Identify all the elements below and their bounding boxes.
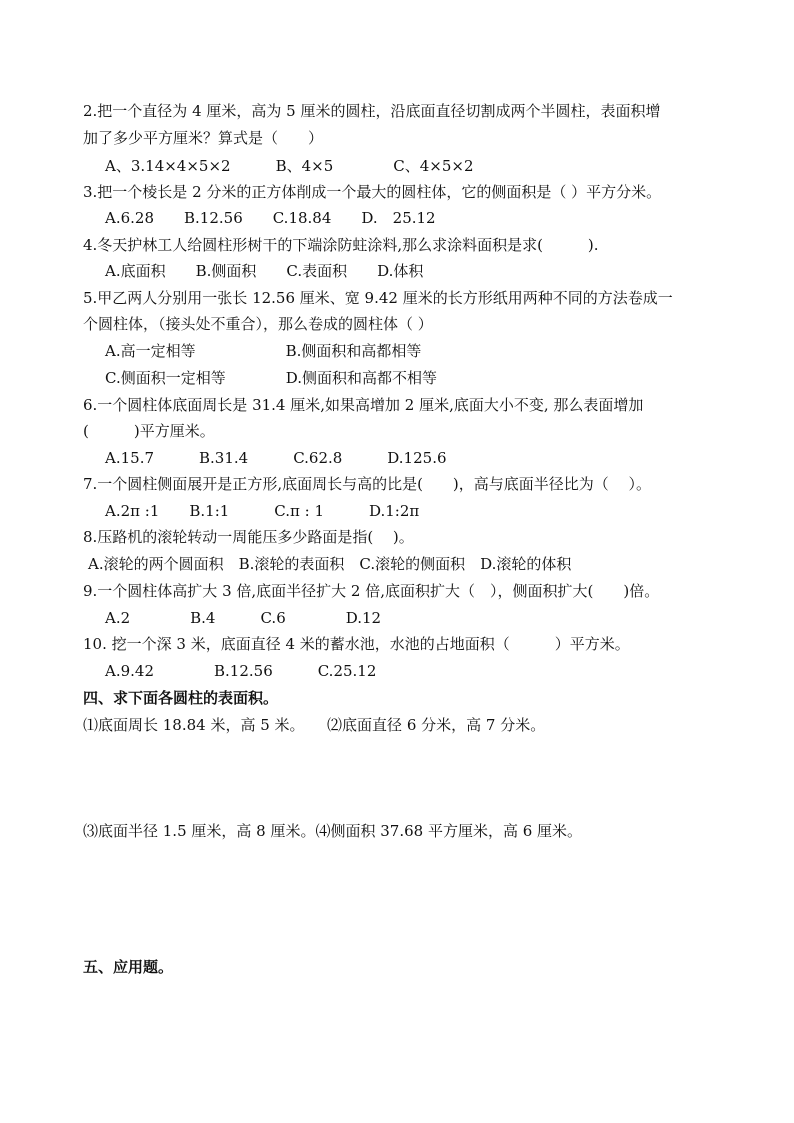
question-10-line-1: 10. 挖一个深 3 米，底面直径 4 米的蓄水池，水池的占地面积（ ）平方米。: [83, 635, 630, 653]
question-5-line-1: 5.甲乙两人分别用一张长 12.56 厘米、宽 9.42 厘米的长方形纸用两种不同的方法卷成一: [83, 289, 673, 307]
question-3-options: A.6.28 B.12.56 C.18.84 D. 25.12: [105, 209, 436, 227]
question-3-line-1: 3.把一个棱长是 2 分米的正方体削成一个最大的圆柱体，它的侧面积是（ ）平方分米。: [83, 183, 662, 201]
question-7-options: A.2π :1 B.1:1 C.π : 1 D.1:2π: [105, 502, 420, 520]
question-7-line-1: 7.一个圆柱侧面展开是正方形,底面周长与高的比是( )，高与底面半径比为（ ）。: [83, 475, 652, 493]
section-5-title: 五、应用题。: [83, 958, 174, 976]
question-8-line-1: 8.压路机的滚轮转动一周能压多少路面是指( )。: [83, 528, 414, 546]
question-5-options-row-2: C.侧面积一定相等 D.侧面积和高都不相等: [105, 369, 437, 387]
question-2-line-1: 2.把一个直径为 4 厘米，高为 5 厘米的圆柱，沿底面直径切割成两个半圆柱，表面积增: [83, 102, 661, 120]
question-9-line-1: 9.一个圆柱体高扩大 3 倍,底面半径扩大 2 倍,底面积扩大（ ），侧面积扩大( )倍。: [83, 582, 660, 600]
section-4-problems-row-1: ⑴底面周长 18.84 米，高 5 米。 ⑵底面直径 6 分米，高 7 分米。: [83, 716, 546, 734]
question-9-options: A.2 B.4 C.6 D.12: [105, 609, 382, 627]
question-5-options-row-1: A.高一定相等 B.侧面积和高都相等: [105, 342, 422, 360]
question-10-options: A.9.42 B.12.56 C.25.12: [105, 662, 377, 680]
question-6-line-2: ( )平方厘米。: [83, 422, 215, 440]
section-4-problems-row-2: ⑶底面半径 1.5 厘米，高 8 厘米。⑷侧面积 37.68 平方厘米，高 6 厘米。: [83, 822, 583, 840]
question-6-line-1: 6.一个圆柱体底面周长是 31.4 厘米,如果高增加 2 厘米,底面大小不变, 那么表面增加: [83, 396, 644, 414]
question-6-options: A.15.7 B.31.4 C.62.8 D.125.6: [105, 449, 447, 467]
question-4-options: A.底面积 B.侧面积 C.表面积 D.体积: [105, 262, 424, 280]
question-2-line-2: 加了多少平方厘米？算式是（ ）: [83, 129, 324, 147]
question-8-options: A.滚轮的两个圆面积 B.滚轮的表面积 C.滚轮的侧面积 D.滚轮的体积: [88, 555, 572, 573]
question-4-line-1: 4.冬天护林工人给圆柱形树干的下端涂防蛀涂料,那么求涂料面积是求( ).: [83, 236, 599, 254]
question-2-options: A、3.14×4×5×2 B、4×5 C、4×5×2: [105, 157, 474, 175]
section-4-title: 四、求下面各圆柱的表面积。: [83, 689, 279, 707]
question-5-line-2: 个圆柱体，（接头处不重合），那么卷成的圆柱体（ ）: [83, 315, 433, 333]
